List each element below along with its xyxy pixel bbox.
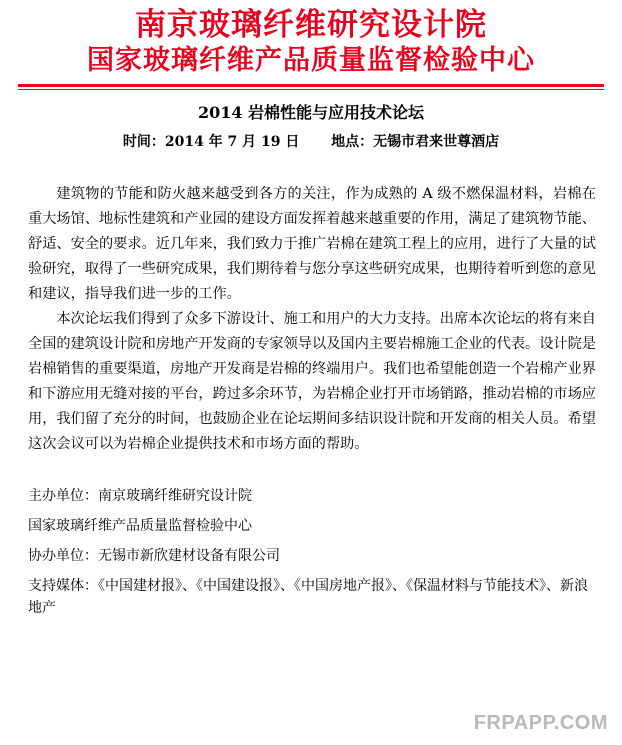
- co-host-line: 协办单位：无锡市新欣建材设备有限公司: [28, 548, 280, 564]
- media-line: 支持媒体：《中国建材报》、《中国建设报》、《中国房地产报》、《保温材料与节能技术》、新浪地产: [28, 578, 588, 616]
- paragraph-2: 本次论坛我们得到了众多下游设计、施工和用户的大力支持。出席本次论坛的将有来自全国的建筑设计院和房地产开发商的专家领导以及国内主要岩棉施工企业的代表。设计院是岩棉销售的重要渠道，房地产开发商是岩棉的终端用户。我们也希望能创造一个岩棉产业界和下游应用无缝对接的平台，跨过多余环节，为岩棉企业打开市场销路，推动岩棉的市场应用，我们留了充分的时间，也鼓励企业在论坛期间多结识设计院和开发商的相关人员。希望这次会议可以为岩棉企业提供技术和市场方面的帮助。: [28, 311, 596, 452]
- forum-title: 2014 岩棉性能与应用技术论坛: [197, 103, 425, 122]
- paragraph-1: 建筑物的节能和防火越来越受到各方的关注，作为成熟的 A 级不燃保温材料，岩棉在重大场馆、地标性建筑和产业园的建设方面发挥着越来越重要的作用，满足了建筑物节能、舒适、安全的要求。近几年来，我们致力于推广岩棉在建筑工程上的应用，进行了大量的试验研究，取得了一些研究成果，我们期待着与您分享这些研究成果，也期待着听到您的意见和建议，指导我们进一步的工作。: [28, 186, 596, 302]
- place-label: 地点：: [331, 134, 374, 150]
- org-primary-name: 南京玻璃纤维研究设计院: [135, 7, 487, 43]
- host-line-2: 国家玻璃纤维产品质量监督检验中心: [28, 518, 252, 534]
- header-divider: [18, 84, 604, 87]
- letterhead: [0, 0, 622, 78]
- time-value: 2014 年 7 月 19 日: [164, 134, 300, 150]
- place-value: 无锡市君来世尊酒店: [373, 134, 500, 150]
- forum-meta: [0, 132, 622, 152]
- time-label: 时间：: [122, 134, 165, 150]
- site-watermark: FRPAPP.COM: [473, 712, 608, 734]
- organizer-info: [28, 485, 596, 619]
- org-secondary-name: 国家玻璃纤维产品质量监督检验中心: [87, 45, 535, 76]
- header-divider-thin: [18, 89, 604, 90]
- body-text: [28, 182, 596, 457]
- host-line: 主办单位：南京玻璃纤维研究设计院: [28, 488, 252, 504]
